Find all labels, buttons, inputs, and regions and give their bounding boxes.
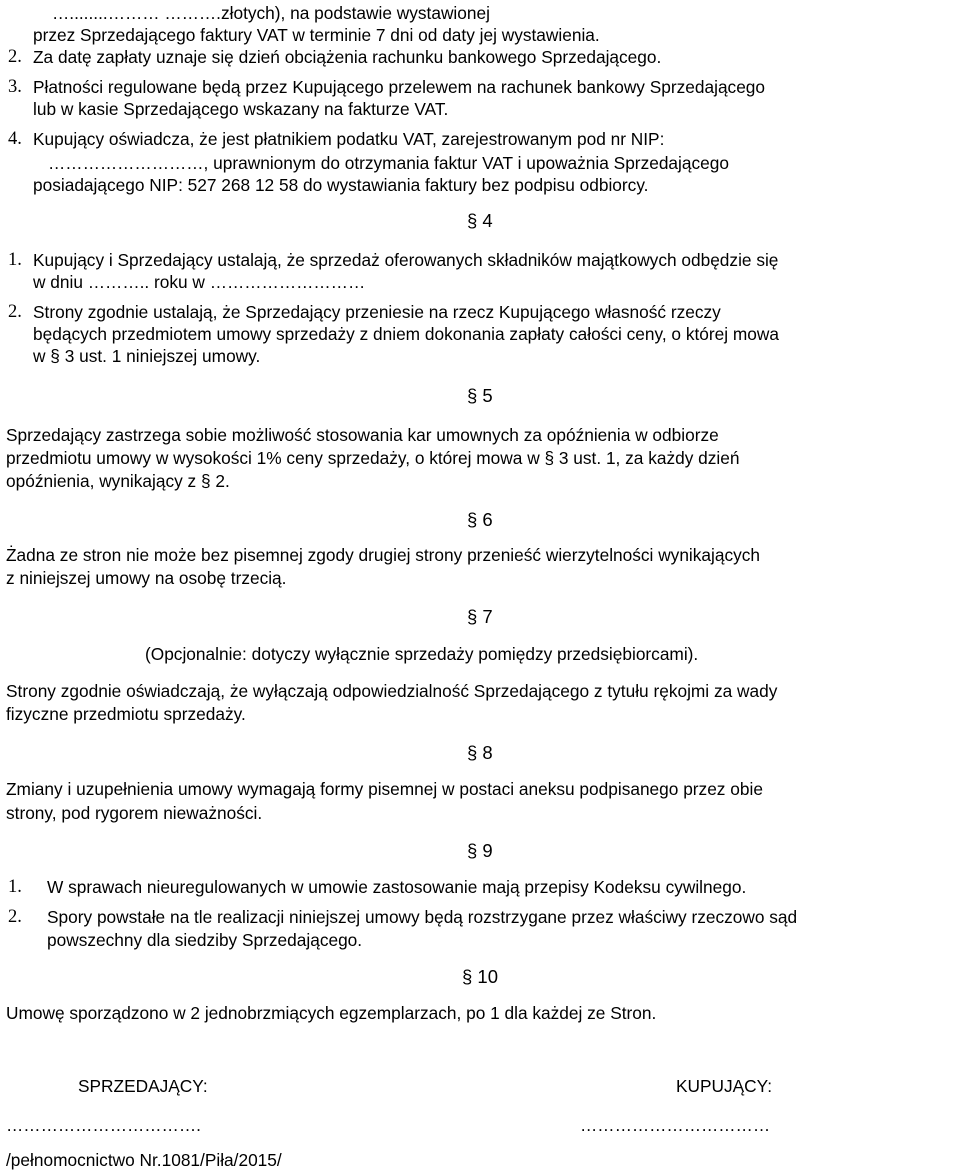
s6-paragraph-line: Żadna ze stron nie może bez pisemnej zgody drugiej strony przenieść wierzytelności wynikających	[6, 545, 761, 565]
s5-paragraph-line: Sprzedający zastrzega sobie możliwość stosowania kar umownych za opóźnienia w odbiorze	[6, 425, 719, 445]
section-heading: § 6	[467, 509, 493, 530]
list-number: 2.	[8, 302, 22, 322]
power-of-attorney-note: /pełnomocnictwo Nr.1081/Piła/2015/	[6, 1150, 282, 1170]
s3-item-2: Za datę zapłaty uznaje się dzień obciążenia rachunku bankowego Sprzedającego.	[33, 47, 662, 67]
seller-signature-line: …………………………….	[6, 1115, 201, 1135]
s3-item-4-line: ………………………, uprawnionym do otrzymania faktur VAT i upoważnia Sprzedającego	[48, 153, 729, 173]
s4-item-2-line: Strony zgodnie ustalają, że Sprzedający przeniesie na rzecz Kupującego własność rzeczy	[33, 302, 721, 322]
list-number: 2.	[8, 907, 22, 927]
s3-item-4-line: posiadającego NIP: 527 268 12 58 do wystawiania faktury bez podpisu odbiorcy.	[33, 175, 649, 195]
section-heading: § 8	[467, 742, 493, 763]
s9-item-1: W sprawach nieuregulowanych w umowie zastosowanie mają przepisy Kodeksu cywilnego.	[47, 877, 747, 897]
s10-paragraph-line: Umowę sporządzono w 2 jednobrzmiących egzemplarzach, po 1 dla każdej ze Stron.	[6, 1003, 657, 1023]
s3-item-3-line: lub w kasie Sprzedającego wskazany na fakturze VAT.	[33, 99, 449, 119]
seller-signature-label: SPRZEDAJĄCY:	[78, 1076, 208, 1096]
s6-paragraph-line: z niniejszej umowy na osobę trzecią.	[6, 568, 287, 588]
s7-paragraph-line: Strony zgodnie oświadczają, że wyłączają odpowiedzialność Sprzedającego z tytułu rękojmi za wady	[6, 681, 778, 701]
section-heading: § 9	[467, 840, 493, 861]
s4-item-1-line: w dniu ……….. roku w ………………………	[33, 272, 366, 292]
list-number: 3.	[8, 77, 22, 97]
list-number: 2.	[8, 47, 22, 67]
s4-item-1-line: Kupujący i Sprzedający ustalają, że sprzedaż oferowanych składników majątkowych odbędzie się	[33, 250, 779, 270]
s3-item-4-line: Kupujący oświadcza, że jest płatnikiem podatku VAT, zarejestrowanym pod nr NIP:	[33, 129, 665, 149]
section-heading: § 10	[462, 966, 499, 987]
section-heading: § 4	[467, 210, 493, 231]
buyer-signature-label: KUPUJĄCY:	[676, 1076, 773, 1096]
buyer-signature-line: ……………………………	[580, 1115, 771, 1135]
s4-item-2-line: w § 3 ust. 1 niniejszej umowy.	[33, 346, 261, 366]
s3-item-3-line: Płatności regulowane będą przez Kupującego przelewem na rachunek bankowy Sprzedającego	[33, 77, 766, 97]
section-heading: § 5	[467, 385, 493, 406]
s5-paragraph-line: przedmiotu umowy w wysokości 1% ceny sprzedaży, o której mowa w § 3 ust. 1, za każdy dzień	[6, 448, 740, 468]
s4-item-2-line: będących przedmiotem umowy sprzedaży z dniem dokonania zapłaty całości ceny, o której mowa	[33, 324, 780, 344]
list-number: 1.	[8, 250, 22, 270]
s8-paragraph-line: strony, pod rygorem nieważności.	[6, 803, 263, 823]
section-heading: § 7	[467, 606, 493, 627]
s9-item-2-line: Spory powstałe na tle realizacji niniejszej umowy będą rozstrzygane przez właściwy rzeczowo sąd	[47, 907, 798, 927]
s3-continuation-line: przez Sprzedającego faktury VAT w terminie 7 dni od daty jej wystawienia.	[33, 25, 600, 45]
s7-paragraph-line: fizyczne przedmiotu sprzedaży.	[6, 704, 246, 724]
s3-continuation-line: …........……… ……….złotych), na podstawie wystawionej	[52, 3, 490, 23]
s7-note: (Opcjonalnie: dotyczy wyłącznie sprzedaży pomiędzy przedsiębiorcami).	[145, 644, 699, 664]
s9-item-2-line: powszechny dla siedziby Sprzedającego.	[47, 930, 363, 950]
s8-paragraph-line: Zmiany i uzupełnienia umowy wymagają formy pisemnej w postaci aneksu podpisanego przez obie	[6, 779, 763, 799]
list-number: 1.	[8, 877, 22, 897]
list-number: 4.	[8, 129, 22, 149]
s5-paragraph-line: opóźnienia, wynikający z § 2.	[6, 471, 230, 491]
